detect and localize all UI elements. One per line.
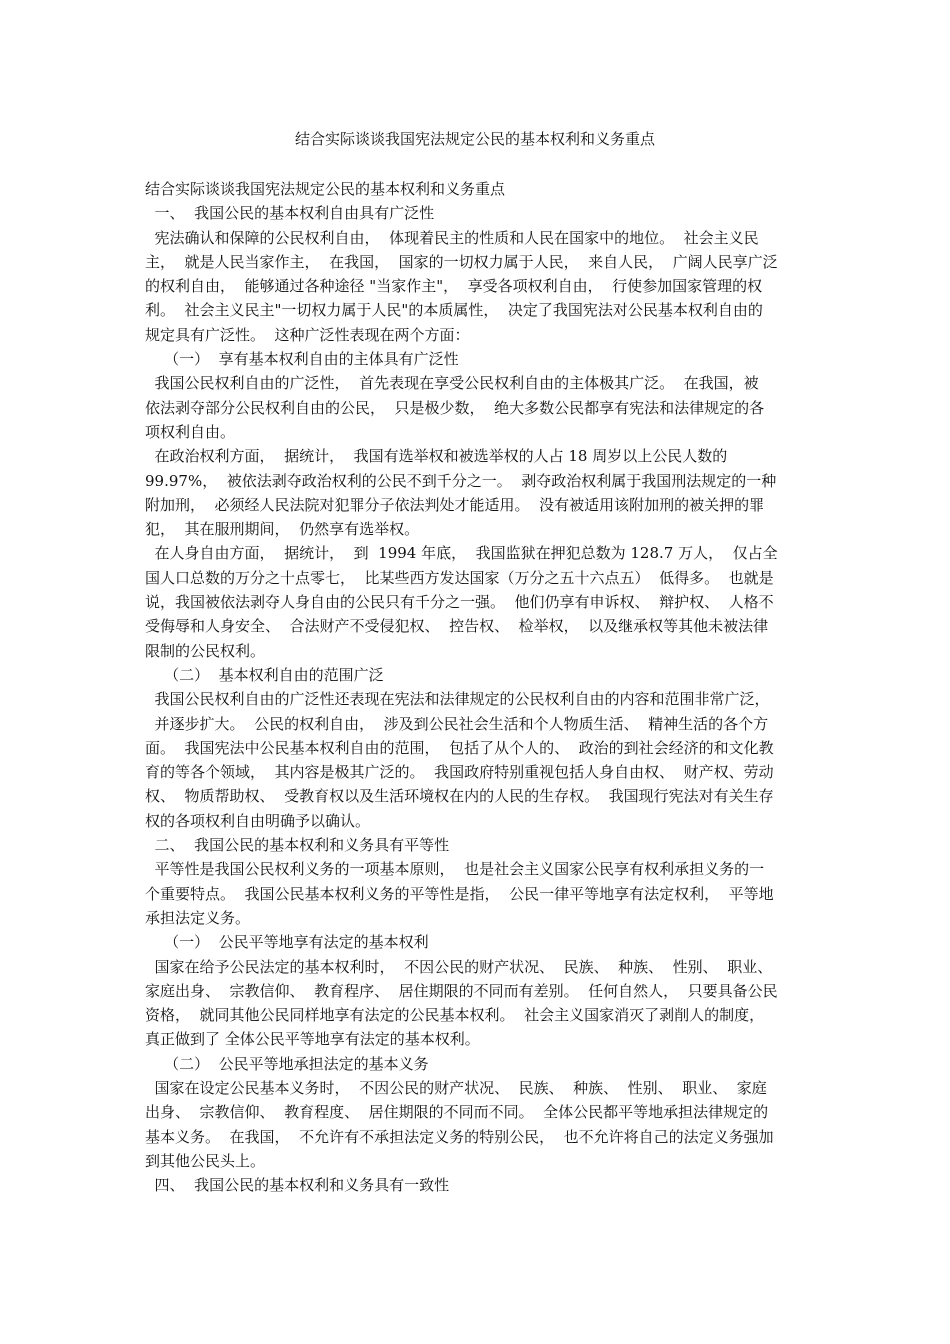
paragraph-line: 结合实际谈谈我国宪法规定公民的基本权利和义务重点 <box>145 180 506 198</box>
paragraph-line: 项权利自由。 <box>145 422 236 441</box>
paragraph-line: 家庭出身、 宗教信仰、 教育程序、 居住期限的不同而有差别。 任何自然人， 只要具备公民 <box>145 981 778 1000</box>
paragraph-line: （一） 公民平等地享有法定的基本权利 <box>145 933 429 952</box>
paragraph-line: 到其他公民头上。 <box>145 1151 266 1170</box>
paragraph-line: 个重要特点。 我国公民基本权利义务的平等性是指， 公民一律平等地享有法定权利， 平等地 <box>145 884 774 903</box>
paragraph-line: 规定具有广泛性。 这种广泛性表现在两个方面： <box>145 325 470 344</box>
paragraph-line: 出身、 宗教信仰、 教育程度、 居住期限的不同而不同。 全体公民都平等地承担法律规定的 <box>145 1103 769 1122</box>
paragraph-line: 国家在设定公民基本义务时， 不因公民的财产状况、 民族、 种族、 性别、 职业、 家庭 <box>145 1078 767 1097</box>
paragraph-line: 并逐步扩大。 公民的权利自由， 涉及到公民社会生活和个人物质生活、 精神生活的各个方 <box>145 714 769 733</box>
paragraph-line: 真正做到了 全体公民平等地享有法定的基本权利。 <box>145 1030 480 1049</box>
paragraph-line: 限制的公民权利。 <box>145 641 266 660</box>
paragraph-line: 平等性是我国公民权利义务的一项基本原则， 也是社会主义国家公民享有权利承担义务的一 <box>145 860 765 879</box>
paragraph-line: 权的各项权利自由明确予以确认。 <box>145 811 371 830</box>
paragraph-line: 的权利自由， 能够通过各种途径 "当家作主"， 享受各项权利自由， 行使参加国家管理的权 <box>145 277 763 296</box>
paragraph-line: 宪法确认和保障的公民权利自由， 体现着民主的性质和人民在国家中的地位。 社会主义民 <box>145 228 759 247</box>
paragraph-line: 权、 物质帮助权、 受教育权以及生活环境权在内的人民的生存权。 我国现行宪法对有关生存 <box>145 787 774 806</box>
paragraph-line: 在人身自由方面， 据统计， 到 1994 年底， 我国监狱在押犯总数为 128.7 万人， 仅占全 <box>145 544 778 563</box>
paragraph-line: 国家在给予公民法定的基本权利时， 不因公民的财产状况、 民族、 种族、 性别、 职业、 <box>145 957 773 976</box>
paragraph-line: 我国公民权利自由的广泛性还表现在宪法和法律规定的公民权利自由的内容和范围非常广泛， <box>145 690 770 709</box>
paragraph-line: 在政治权利方面， 据统计， 我国有选举权和被选举权的人占 18 周岁以上公民人数的 <box>145 447 728 466</box>
paragraph-line: 主， 就是人民当家作主， 在我国， 国家的一切权力属于人民， 来自人民， 广阔人民享广泛 <box>145 252 778 271</box>
paragraph-line: （二） 公民平等地承担法定的基本义务 <box>145 1054 429 1073</box>
document-title: 结合实际谈谈我国宪法规定公民的基本权利和义务重点 <box>294 130 655 148</box>
paragraph-line: 利。 社会主义民主"一切权力属于人民"的本质属性， 决定了我国宪法对公民基本权利自由的 <box>145 301 763 320</box>
paragraph-line: 受侮辱和人身安全、 合法财产不受侵犯权、 控告权、 检举权， 以及继承权等其他未被法律 <box>145 617 769 636</box>
paragraph-line: 承担法定义务。 <box>145 908 251 927</box>
paragraph-line: 我国公民权利自由的广泛性， 首先表现在享受公民权利自由的主体极其广泛。 在我国，被 <box>145 374 759 393</box>
paragraph-line: 育的等各个领域， 其内容是极其广泛的。 我国政府特别重视包括人身自由权、 财产权、劳动 <box>145 763 774 782</box>
paragraph-line: 说，我国被依法剥夺人身自由的公民只有千分之一强。 他们仍享有申诉权、 辩护权、 人格不 <box>145 593 774 612</box>
paragraph-line: 99.97%， 被依法剥夺政治权利的公民不到千分之一。 剥夺政治权利属于我国刑法规定的一种 <box>145 471 777 490</box>
paragraph-line: 面。 我国宪法中公民基本权利自由的范围， 包括了从个人的、 政治的到社会经济的和文化教 <box>145 738 774 757</box>
document-body <box>145 177 811 1197</box>
paragraph-line: 附加刑， 必须经人民法院对犯罪分子依法判处才能适用。 没有被适用该附加刑的被关押的罪 <box>145 495 765 514</box>
paragraph-line: （一） 享有基本权利自由的主体具有广泛性 <box>145 350 459 369</box>
paragraph-line: 国人口总数的万分之十点零七， 比某些西方发达国家（万分之五十六点五） 低得多。 也就是 <box>145 568 774 587</box>
paragraph-line: 二、 我国公民的基本权利和义务具有平等性 <box>145 836 450 855</box>
paragraph-line: 基本义务。 在我国， 不允许有不承担法定义务的特别公民， 也不允许将自己的法定义务强加 <box>145 1127 774 1146</box>
paragraph-line: 一、 我国公民的基本权利自由具有广泛性 <box>145 204 435 223</box>
paragraph-line: 资格， 就同其他公民同样地享有法定的公民基本权利。 社会主义国家消灭了剥削人的制度， <box>145 1006 765 1025</box>
paragraph-line: （二） 基本权利自由的范围广泛 <box>145 665 384 684</box>
paragraph-line: 犯， 其在服刑期间， 仍然享有选举权。 <box>145 520 420 539</box>
paragraph-line: 依法剥夺部分公民权利自由的公民， 只是极少数， 绝大多数公民都享有宪法和法律规定的各 <box>145 398 765 417</box>
paragraph-line: 四、 我国公民的基本权利和义务具有一致性 <box>145 1176 450 1195</box>
